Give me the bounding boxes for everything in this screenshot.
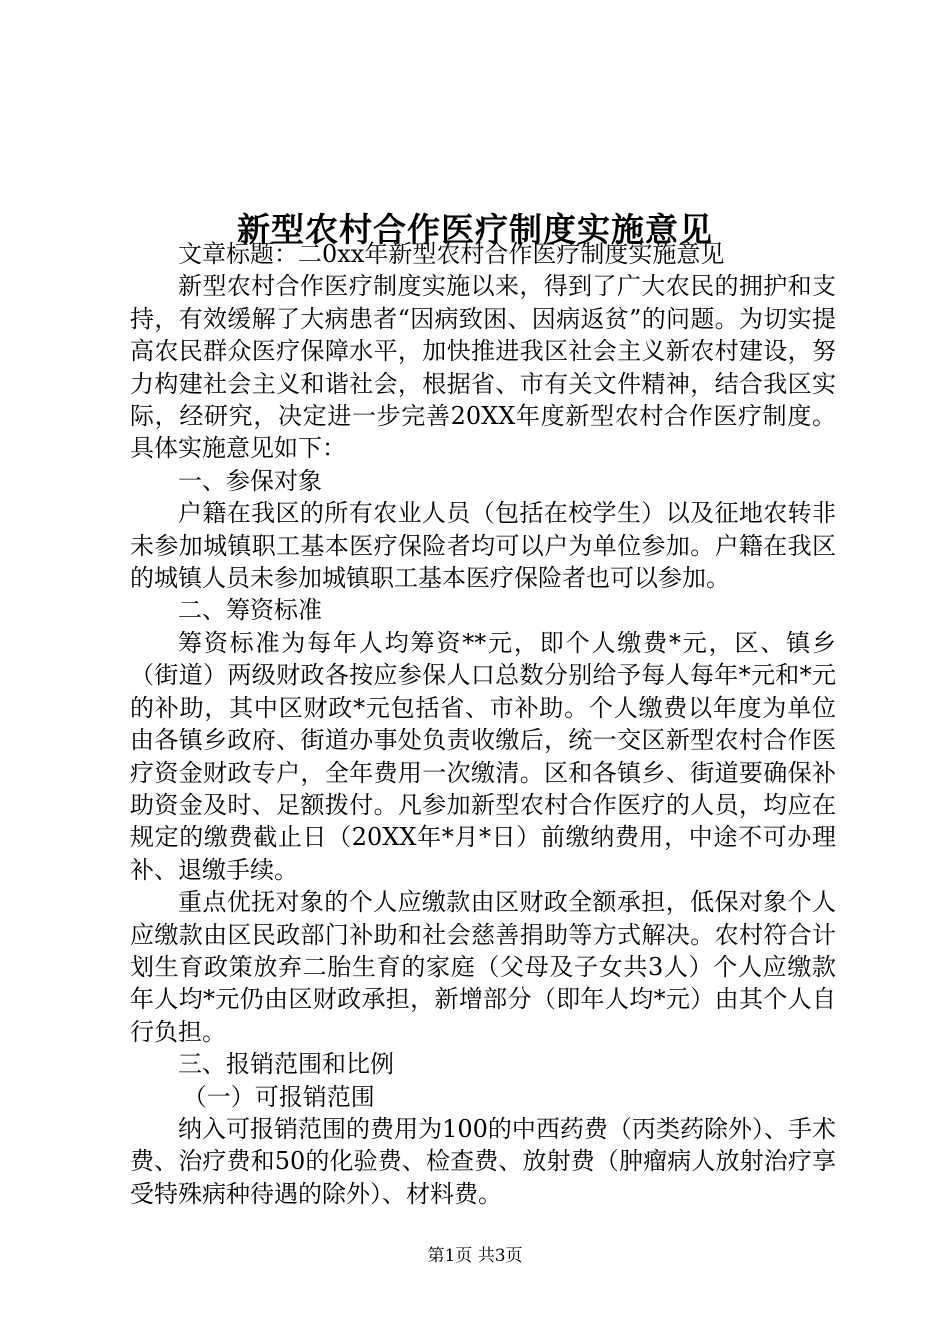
subsection-heading-scope: （一）可报销范围 (182, 1082, 375, 1111)
article-title-line: 文章标题：二0xx年新型农村合作医疗制度实施意见 (178, 240, 725, 268)
page-title: 新型农村合作医疗制度实施意见 (237, 210, 713, 250)
section-heading-reimbursement: 三、报销范围和比例 (178, 1050, 394, 1079)
special-groups-paragraph: 重点优抚对象的个人应缴款由区财政全额承担，低保对象个人应缴款由区民政部门补助和社会慈善捐助等方式解决。农村符合计划生育政策放弃二胎生育的家庭（父母及子女共3人）个人应缴款年人均*元仍由区财政承担，新增部分（即年人均*元）由其个人自行负担。 (130, 888, 836, 1046)
intro-paragraph: 新型农村合作医疗制度实施以来，得到了广大农民的拥护和支持，有效缓解了大病患者“因病致困、因病返贫”的问题。为切实提高农民群众医疗保障水平，加快推进我区社会主义新农村建设，努力构建社会主义和谐社会，根据省、市有关文件精神，结合我区实际，经研究，决定进一步完善20XX年度新型农村合作医疗制度。具体实施意见如下： (130, 272, 836, 463)
scope-paragraph: 纳入可报销范围的费用为100的中西药费（丙类药除外）、手术费、治疗费和50的化验费、检查费、放射费（肿瘤病人放射治疗享受特殊病种待遇的除外）、材料费。 (130, 1114, 836, 1208)
section-heading-funding: 二、筹资标准 (178, 596, 322, 625)
page-footer: 第1页 共3页 (427, 1246, 523, 1266)
funding-paragraph: 筹资标准为每年人均筹资**元，即个人缴费*元，区、镇乡（街道）两级财政各按应参保人口总数分别给予每人每年*元和*元的补助，其中区财政*元包括省、市补助。个人缴费以年度为单位由各镇乡政府、街道办事处负责收缴后，统一交区新型农村合作医疗资金财政专户，全年费用一次缴清。区和各镇乡、街道要确保补助资金及时、足额拨付。凡参加新型农村合作医疗的人员，均应在规定的缴费截止日（20XX年*月*日）前缴纳费用，中途不可办理补、退缴手续。 (130, 628, 836, 884)
section-heading-insured: 一、参保对象 (178, 466, 322, 495)
document-body (130, 238, 836, 1210)
insured-paragraph: 户籍在我区的所有农业人员（包括在校学生）以及征地农转非未参加城镇职工基本医疗保险者均可以户为单位参加。户籍在我区的城镇人员未参加城镇职工基本医疗保险者也可以参加。 (130, 499, 836, 593)
